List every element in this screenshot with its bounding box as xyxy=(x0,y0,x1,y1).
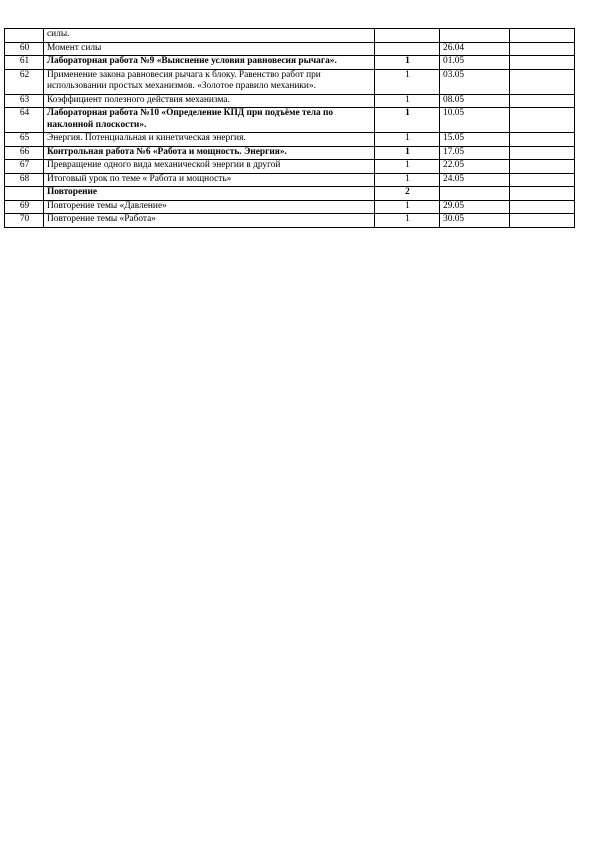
lesson-actual-date-cell xyxy=(510,200,575,214)
lesson-date-cell: 10.05 xyxy=(440,108,510,133)
lesson-number-cell: 63 xyxy=(5,94,44,108)
lesson-number-cell: 68 xyxy=(5,173,44,187)
lesson-hours-cell: 1 xyxy=(375,146,440,160)
lesson-hours-cell: 1 xyxy=(375,108,440,133)
table-row xyxy=(5,146,575,160)
lesson-hours-cell: 1 xyxy=(375,69,440,94)
lesson-number-cell: 65 xyxy=(5,133,44,147)
lesson-topic-cell: Повторение xyxy=(44,187,375,201)
lesson-hours-cell: 1 xyxy=(375,56,440,70)
lesson-hours-cell: 1 xyxy=(375,214,440,228)
lesson-hours-cell: 2 xyxy=(375,187,440,201)
table-row xyxy=(5,42,575,56)
lesson-hours-cell: 1 xyxy=(375,173,440,187)
lesson-number-cell: 60 xyxy=(5,42,44,56)
lesson-plan-body xyxy=(5,29,575,228)
lesson-actual-date-cell xyxy=(510,42,575,56)
lesson-actual-date-cell xyxy=(510,69,575,94)
lesson-number-cell xyxy=(5,187,44,201)
table-row xyxy=(5,56,575,70)
lesson-number-cell: 67 xyxy=(5,160,44,174)
table-row xyxy=(5,94,575,108)
table-row xyxy=(5,173,575,187)
lesson-number-cell: 66 xyxy=(5,146,44,160)
lesson-topic-cell: Коэффициент полезного действия механизма. xyxy=(44,94,375,108)
lesson-plan-table xyxy=(4,28,575,228)
lesson-date-cell xyxy=(440,29,510,43)
lesson-date-cell: 03.05 xyxy=(440,69,510,94)
lesson-number-cell xyxy=(5,29,44,43)
lesson-topic-cell: Повторение темы «Работа» xyxy=(44,214,375,228)
lesson-topic-cell: Момент силы xyxy=(44,42,375,56)
lesson-topic-cell: Контрольная работа №6 «Работа и мощность. Энергия». xyxy=(44,146,375,160)
lesson-topic-cell: Применение закона равновесия рычага к блоку. Равенство работ при использовании простых механизмов. «Золотое правило механики». xyxy=(44,69,375,94)
lesson-number-cell: 64 xyxy=(5,108,44,133)
lesson-actual-date-cell xyxy=(510,187,575,201)
table-row xyxy=(5,187,575,201)
table-row xyxy=(5,108,575,133)
lesson-topic-cell: Превращение одного вида механической энергии в другой xyxy=(44,160,375,174)
lesson-topic-cell: Итоговый урок по теме « Работа и мощность» xyxy=(44,173,375,187)
lesson-topic-cell: Лабораторная работа №10 «Определение КПД при подъёме тела по наклонной плоскости». xyxy=(44,108,375,133)
lesson-date-cell: 01.05 xyxy=(440,56,510,70)
lesson-date-cell: 17.05 xyxy=(440,146,510,160)
lesson-date-cell: 26.04 xyxy=(440,42,510,56)
table-row xyxy=(5,214,575,228)
lesson-hours-cell: 1 xyxy=(375,160,440,174)
lesson-topic-cell: Лабораторная работа №9 «Выяснение условия равновесия рычага». xyxy=(44,56,375,70)
lesson-date-cell: 22.05 xyxy=(440,160,510,174)
lesson-hours-cell: 1 xyxy=(375,200,440,214)
lesson-actual-date-cell xyxy=(510,146,575,160)
lesson-hours-cell xyxy=(375,29,440,43)
lesson-number-cell: 61 xyxy=(5,56,44,70)
lesson-number-cell: 70 xyxy=(5,214,44,228)
lesson-topic-cell: Повторение темы «Давление» xyxy=(44,200,375,214)
table-row xyxy=(5,69,575,94)
lesson-actual-date-cell xyxy=(510,94,575,108)
lesson-date-cell: 24.05 xyxy=(440,173,510,187)
table-row xyxy=(5,200,575,214)
lesson-actual-date-cell xyxy=(510,29,575,43)
lesson-actual-date-cell xyxy=(510,160,575,174)
lesson-hours-cell xyxy=(375,42,440,56)
lesson-hours-cell: 1 xyxy=(375,133,440,147)
lesson-date-cell: 29.05 xyxy=(440,200,510,214)
lesson-actual-date-cell xyxy=(510,56,575,70)
lesson-date-cell: 30.05 xyxy=(440,214,510,228)
lesson-actual-date-cell xyxy=(510,214,575,228)
lesson-actual-date-cell xyxy=(510,173,575,187)
lesson-date-cell: 15.05 xyxy=(440,133,510,147)
lesson-topic-cell: Энергия. Потенциальная и кинетическая энергия. xyxy=(44,133,375,147)
table-row xyxy=(5,133,575,147)
lesson-number-cell: 69 xyxy=(5,200,44,214)
table-row xyxy=(5,160,575,174)
lesson-topic-cell: силы. xyxy=(44,29,375,43)
table-row xyxy=(5,29,575,43)
lesson-number-cell: 62 xyxy=(5,69,44,94)
lesson-date-cell xyxy=(440,187,510,201)
lesson-hours-cell: 1 xyxy=(375,94,440,108)
lesson-date-cell: 08.05 xyxy=(440,94,510,108)
lesson-actual-date-cell xyxy=(510,133,575,147)
lesson-actual-date-cell xyxy=(510,108,575,133)
